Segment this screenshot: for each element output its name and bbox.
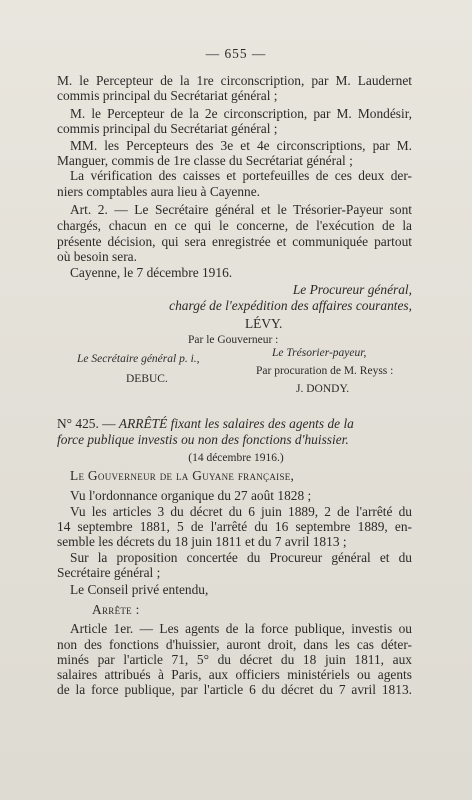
dateline: Cayenne, le 7 décembre 1916. — [70, 265, 233, 280]
text-line: où besoin sera. — [57, 249, 137, 264]
arrete-date: (14 décembre 1916.) — [188, 452, 284, 464]
arrete-keyword: Arrête : — [92, 602, 140, 617]
signature-title: Le Procureur général, — [292, 282, 412, 297]
text-line: Art. 2. — Le Secrétaire général et le Trésorier-Payeur sont — [70, 202, 412, 217]
text-line: non des fonctions d'huissier, auront droit, dans les cas déter- — [57, 637, 412, 652]
arrete-title: fixant les salaires des agents de la — [170, 416, 354, 431]
text-line: commis principal du Secrétariat général ; — [57, 121, 278, 136]
text-line: Manguer, commis de 1re classe du Secrétariat général ; — [57, 153, 353, 168]
text-line: M. le Percepteur de la 2e circonscription, par M. Mondésir, — [70, 106, 412, 121]
text-line: de la force publique, par l'article 6 du décret du 7 avril 1813. — [57, 682, 412, 697]
page-number: — 655 — — [205, 46, 267, 61]
text-line: La vérification des caisses et portefeuilles de ces deux der- — [70, 168, 412, 183]
signature-name: LÉVY. — [245, 316, 283, 331]
text-line: Sur la proposition concertée du Procureur général et du — [70, 550, 412, 565]
text-line: Secrétaire général ; — [57, 565, 161, 580]
text-line: Le Conseil privé entendu, — [70, 582, 209, 597]
text-line: commis principal du Secrétariat général ; — [57, 88, 278, 103]
arrete-number: N° 425. — — [57, 416, 116, 431]
signature-title: Le Trésorier-payeur, — [272, 347, 367, 359]
text-line: présente décision, qui sera enregistrée et communiquée partout — [57, 234, 412, 249]
text-line: chargés, chacun en ce qui le concerne, de l'exécution de la — [57, 218, 412, 233]
text-line: niers comptables aura lieu à Cayenne. — [57, 184, 261, 199]
gouverneur-line: Le Gouverneur de la Guyane française, — [70, 468, 295, 483]
signature-name: DEBUC. — [126, 373, 168, 385]
text-line: salaires attribués à Paris, aux officiers ministériels ou agents — [57, 667, 412, 682]
text-line: Article 1er. — Les agents de la force publique, investis ou — [70, 621, 412, 636]
text-line — [70, 468, 294, 483]
signature-title: Le Secrétaire général p. i., — [77, 353, 200, 365]
signature-title: chargé de l'expédition des affaires courantes, — [169, 298, 412, 313]
arrete-heading — [57, 416, 412, 431]
text-line: 14 septembre 1881, 5 de l'arrêté du 16 septembre 1889, en- — [57, 519, 412, 534]
arrete-title-word: ARRÊTÉ — [118, 416, 168, 431]
signature-title: Par le Gouverneur : — [188, 334, 279, 346]
signature-title: Par procuration de M. Reyss : — [256, 365, 394, 377]
arrete-title: force publique investis ou non des fonctions d'huissier. — [57, 432, 349, 447]
text-line: minés par l'article 71, 5° du décret du 18 juin 1811, aux — [57, 652, 412, 667]
text-line: MM. les Percepteurs des 3e et 4e circonscriptions, par M. — [70, 138, 412, 153]
text-line: M. le Percepteur de la 1re circonscription, par M. Laudernet — [57, 73, 412, 88]
text-line: Vu l'ordonnance organique du 27 août 1828 ; — [70, 488, 312, 503]
text-line: semble les décrets du 18 juin 1811 et du 7 avril 1813 ; — [57, 534, 347, 549]
text-line: Vu les articles 3 du décret du 6 juin 1889, 2 de l'arrêté du — [70, 504, 412, 519]
signature-name: J. DONDY. — [296, 383, 350, 395]
